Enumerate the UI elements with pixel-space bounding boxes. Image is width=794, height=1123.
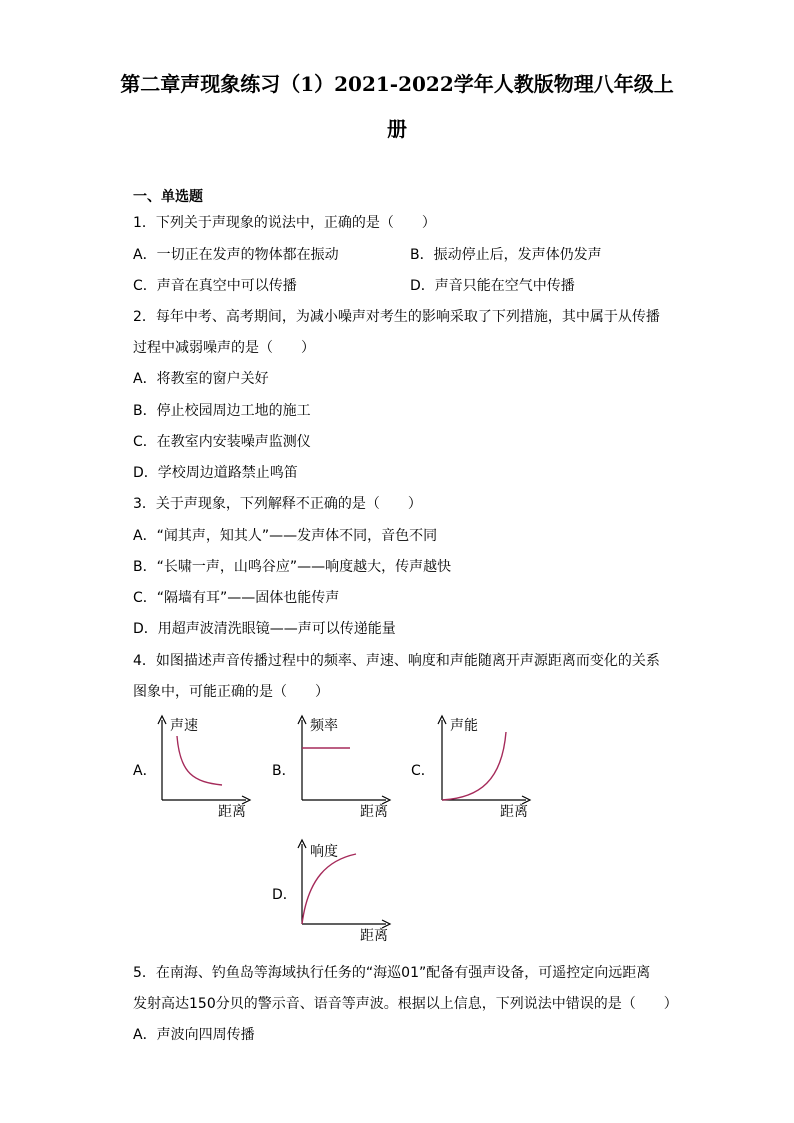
graph-b-ylabel: 频率: [310, 718, 338, 734]
q3-option-c: C．“隔墙有耳”——固体也能传声: [133, 590, 340, 606]
q3-option-d: D．用超声波清洗眼镜——声可以传递能量: [133, 621, 396, 637]
q4-stem-line2: 图象中，可能正确的是（ ）: [133, 684, 329, 700]
q2-option-b: B．停止校园周边工地的施工: [133, 403, 311, 419]
q3-option-a: A．“闻其声，知其人”——发声体不同，音色不同: [133, 528, 438, 544]
q3-option-b: B．“长啸一声，山鸣谷应”——响度越大，传声越快: [133, 559, 452, 575]
section-heading: 一、单选题: [133, 189, 203, 205]
graph-a-curve: [177, 736, 222, 785]
q4-graph-a: [160, 712, 260, 822]
q2-stem-line2: 过程中减弱噪声的是（ ）: [133, 340, 315, 356]
graph-a-xlabel: 距离: [218, 804, 246, 820]
worksheet-title-line1: 第二章声现象练习（1）2021-2022学年人教版物理八年级上: [120, 72, 674, 96]
q5-stem-line1: 5．在南海、钓鱼岛等海域执行任务的“海巡01”配备有强声设备，可遥控定向远距离: [133, 965, 651, 981]
q2-option-a: A．将教室的窗户关好: [133, 371, 269, 387]
graph-d-xlabel: 距离: [360, 928, 388, 944]
q2-option-d: D．学校周边道路禁止鸣笛: [133, 465, 298, 481]
q4-graph-a-label: A．: [133, 763, 157, 779]
graph-d-ylabel: 响度: [310, 844, 338, 860]
q4-graph-b: [300, 712, 400, 822]
q4-graph-b-label: B．: [272, 763, 296, 779]
q5-option-a: A．声波向四周传播: [133, 1027, 255, 1043]
q1-option-d: D．声音只能在空气中传播: [410, 278, 575, 294]
q1-option-c: C．声音在真空中可以传播: [133, 278, 297, 294]
graph-d-curve: [302, 854, 356, 924]
q1-option-b: B．振动停止后，发声体仍发声: [410, 247, 602, 263]
q4-graph-d-label: D．: [272, 887, 297, 903]
q1-option-a: A．一切正在发声的物体都在振动: [133, 247, 339, 263]
graph-c-ylabel: 声能: [450, 718, 478, 734]
q2-stem-line1: 2．每年中考、高考期间，为减小噪声对考生的影响采取了下列措施，其中属于从传播: [133, 309, 660, 325]
q2-option-c: C．在教室内安装噪声监测仪: [133, 434, 311, 450]
worksheet-title-line2: 册: [387, 117, 407, 141]
graph-c-curve: [442, 732, 506, 800]
graph-a-ylabel: 声速: [170, 718, 198, 734]
q4-graph-d: [300, 838, 400, 948]
q1-stem: 1．下列关于声现象的说法中，正确的是（ ）: [133, 215, 436, 231]
q5-stem-line2: 发射高达150分贝的警示音、语音等声波。根据以上信息，下列说法中错误的是（ ）: [133, 996, 678, 1012]
graph-c-xlabel: 距离: [500, 804, 528, 820]
q4-graph-c: [440, 712, 540, 822]
q3-stem: 3．关于声现象，下列解释不正确的是（ ）: [133, 496, 422, 512]
graph-b-xlabel: 距离: [360, 804, 388, 820]
q4-graph-c-label: C．: [411, 763, 435, 779]
q4-stem-line1: 4．如图描述声音传播过程中的频率、声速、响度和声能随离开声源距离而变化的关系: [133, 653, 660, 669]
